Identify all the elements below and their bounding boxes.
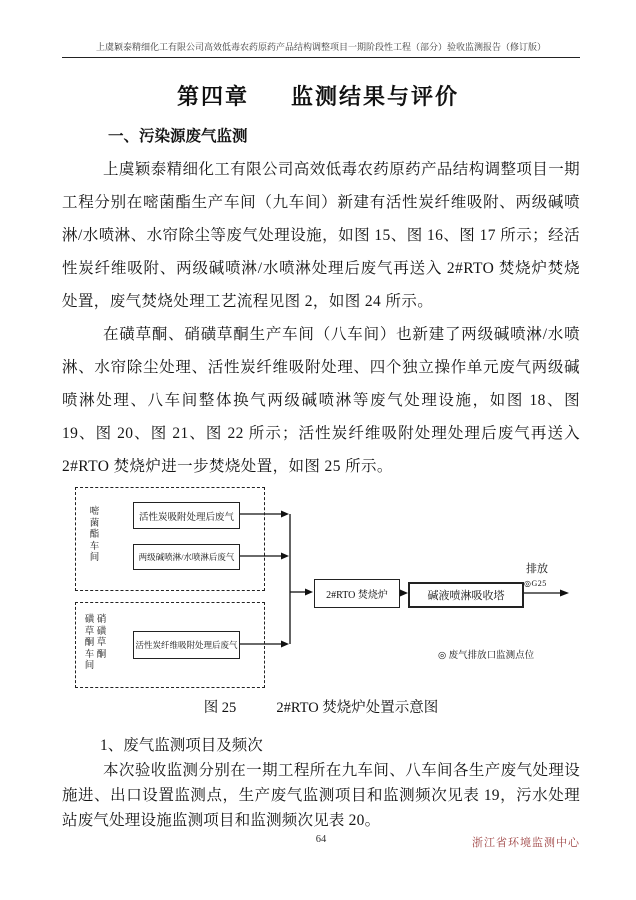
alkali-water-spray-label: 两级碱喷淋/水喷淋后废气	[138, 552, 235, 562]
page-number: 64	[315, 834, 327, 845]
monitoring-point-label: ◎G25	[524, 579, 547, 588]
carbon-fiber-adsorption-label: 活性炭纤维吸附处理后废气	[135, 640, 238, 650]
alkali-scrubber-box	[408, 582, 524, 608]
workshop2-vertical-label	[84, 615, 107, 673]
flow-diagram	[62, 482, 582, 694]
workshop2-label-col1: 磺草酮车间	[84, 615, 95, 671]
paragraph-1: 上虞颖泰精细化工有限公司高效低毒农药原药产品结构调整项目一期工程分别在嘧菌酯生产车间（九车间）新建有活性炭纤维吸附、两级碱喷淋/水喷淋、水帘除尘等废气处理设施，如图 15、图 16、图 17 所示；经活性炭纤维吸附、两级碱喷淋/水喷淋处理后废气再送入 2#RTO 焚烧炉焚烧处置，废气焚烧处理工艺流程见图 2，如图 24 所示。	[62, 161, 581, 310]
figure-caption	[62, 696, 580, 717]
chapter-title	[0, 80, 636, 111]
chapter-number: 第四章	[176, 84, 249, 109]
figure-number: 图 25	[203, 700, 237, 716]
workshop1-vertical-label: 嘧菌酯车间	[89, 507, 100, 563]
rto-incinerator-label: 2#RTO 焚烧炉	[326, 590, 388, 601]
workshop2-label-col2: 硝磺草酮	[96, 615, 107, 660]
footer-organization: 浙江省环境监测中心	[472, 837, 580, 849]
chapter-name: 监测结果与评价	[291, 84, 460, 109]
lower-text-block	[62, 733, 580, 833]
alkali-water-spray-box	[133, 544, 240, 570]
carbon-adsorption-box	[133, 502, 240, 529]
carbon-fiber-adsorption-box	[133, 631, 240, 659]
carbon-adsorption-label: 活性炭吸附处理后废气	[138, 512, 234, 523]
rto-incinerator-box	[314, 579, 400, 608]
diagram-legend: ◎ 废气排放口监测点位	[438, 651, 535, 661]
body-text-block	[62, 120, 580, 483]
figure-title: 2#RTO 焚烧炉处置示意图	[276, 700, 439, 716]
section-heading-2: 1、废气监测项目及频次	[100, 737, 263, 754]
paragraph-2: 在磺草酮、硝磺草酮生产车间（八车间）也新建了两级碱喷淋/水喷淋、水帘除尘处理、活性炭纤维吸附处理、四个独立操作单元废气两级碱喷淋处理、八车间整体换气两级碱喷淋等废气处理设施，如图 18、图 19、图 20、图 21、图 22 所示；活性炭纤维吸附处理处理后废气再送入 2#RTO 焚烧炉进一步焚烧处置，如图 25 所示。	[62, 326, 580, 475]
alkali-scrubber-label: 碱液喷淋吸收塔	[427, 590, 505, 602]
section-heading-1: 一、污染源废气监测	[108, 128, 248, 145]
discharge-label: 排放	[526, 563, 548, 575]
report-header-text: 上虞颖泰精细化工有限公司高效低毒农药原药产品结构调整项目一期阶段性工程（部分）验收监测报告（修订版）	[62, 40, 580, 58]
paragraph-3: 本次验收监测分别在一期工程所在九车间、八车间各生产废气处理设施进、出口设置监测点，生产废气监测项目和监测频次见表 19，污水处理站废气处理设施监测项目和监测频次见表 20。	[62, 762, 580, 829]
